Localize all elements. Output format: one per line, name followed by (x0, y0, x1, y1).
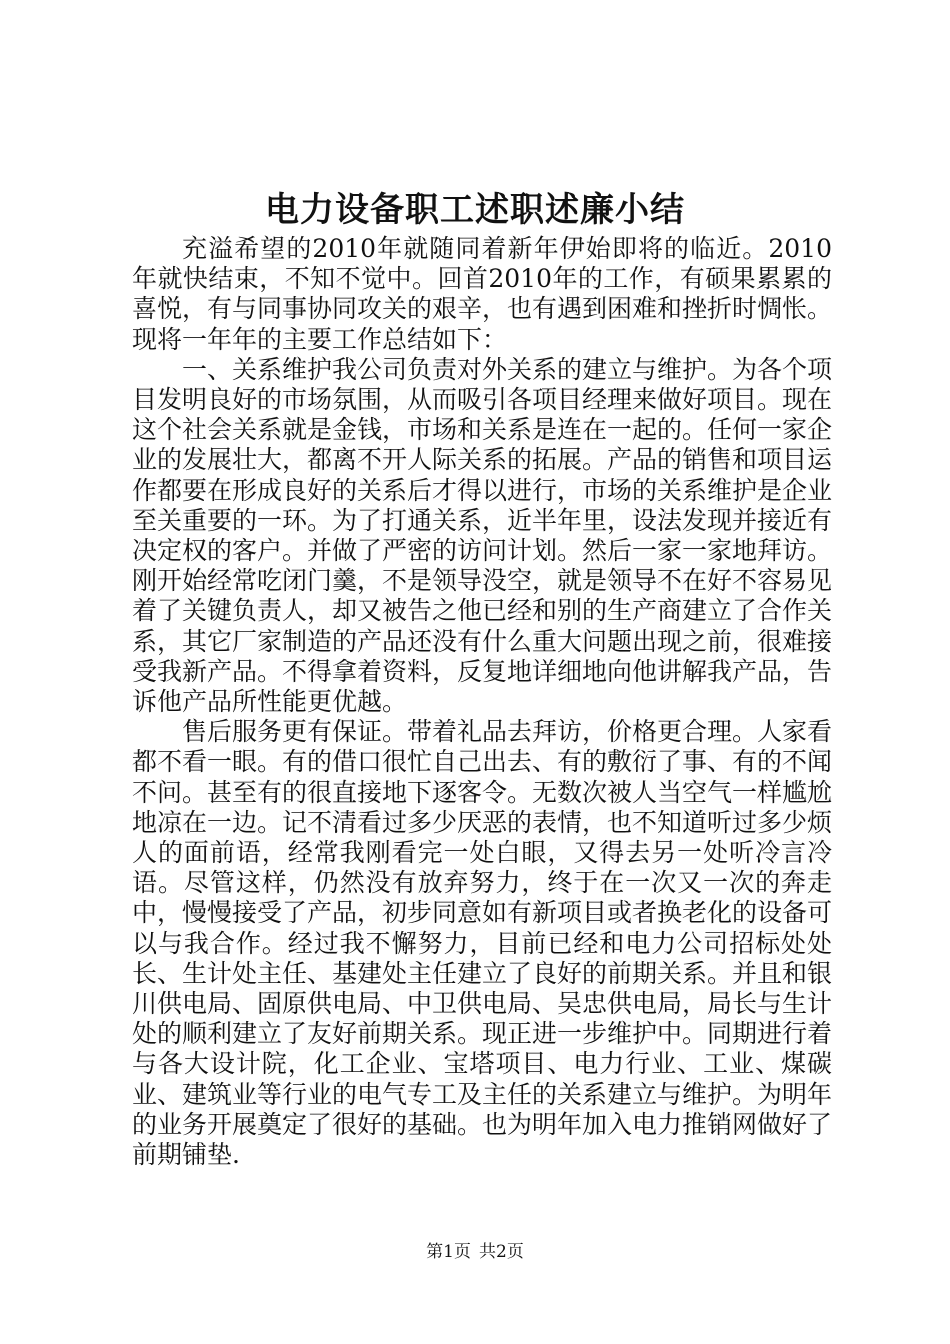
document-title: 电力设备职工述职述廉小结 (265, 190, 685, 230)
paragraph-after-sales: 售后服务更有保证。带着礼品去拜访，价格更合理。人家看都不看一眼。有的借口很忙自己出去、有的敷衍了事、有的不闻不问。甚至有的很直接地下逐客令。无数次被人当空气一样尴尬地凉在一边。记不清看过多少厌恶的表情，也不知道听过多少烦人的面前语，经常我刚看完一处白眼，又得去另一处听冷言冷语。尽管这样，仍然没有放弃努力，终于在一次又一次的奔走中，慢慢接受了产品，初步同意如有新项目或者换老化的设备可以与我合作。经过我不懈努力，目前已经和电力公司招标处处长、生计处主任、基建处主任建立了良好的前期关系。并且和银川供电局、固原供电局、中卫供电局、吴忠供电局，局长与生计处的顺利建立了友好前期关系。现正进一步维护中。同期进行着与各大设计院，化工企业、宝塔项目、电力行业、工业、煤碳业、建筑业等行业的电气专工及主任的关系建立与维护。为明年的业务开展奠定了很好的基础。也为明年加入电力推销网做好了前期铺垫. (132, 717, 833, 1170)
page-number: 第1页 (426, 1242, 471, 1262)
document-body (132, 234, 832, 1170)
page-total: 共2页 (479, 1242, 524, 1262)
paragraph-relationship-maintenance: 一、关系维护我公司负责对外关系的建立与维护。为各个项目发明良好的市场氛围，从而吸引各项目经理来做好项目。现在这个社会关系就是金钱，市场和关系是连在一起的。任何一家企业的发展壮大，都离不开人际关系的拓展。产品的销售和项目运作都要在形成良好的关系后才得以进行，市场的关系维护是企业至关重要的一环。为了打通关系，近半年里，设法发现并接近有决定权的客户。并做了严密的访问计划。然后一家一家地拜访。刚开始经常吃闭门羹，不是领导没空，就是领导不在好不容易见着了关键负责人，却又被告之他已经和别的生产商建立了合作关系，其它厂家制造的产品还没有什么重大问题出现之前，很难接受我新产品。不得拿着资料，反复地详细地向他讲解我产品，告诉他产品所性能更优越。 (132, 354, 833, 717)
page-footer (0, 1240, 950, 1264)
paragraph-intro: 充溢希望的2010年就随同着新年伊始即将的临近。2010年就快结束，不知不觉中。回首2010年的工作，有硕果累累的喜悦，有与同事协同攻关的艰辛，也有遇到困难和挫折时惆怅。现将一年年的主要工作总结如下： (132, 234, 833, 354)
